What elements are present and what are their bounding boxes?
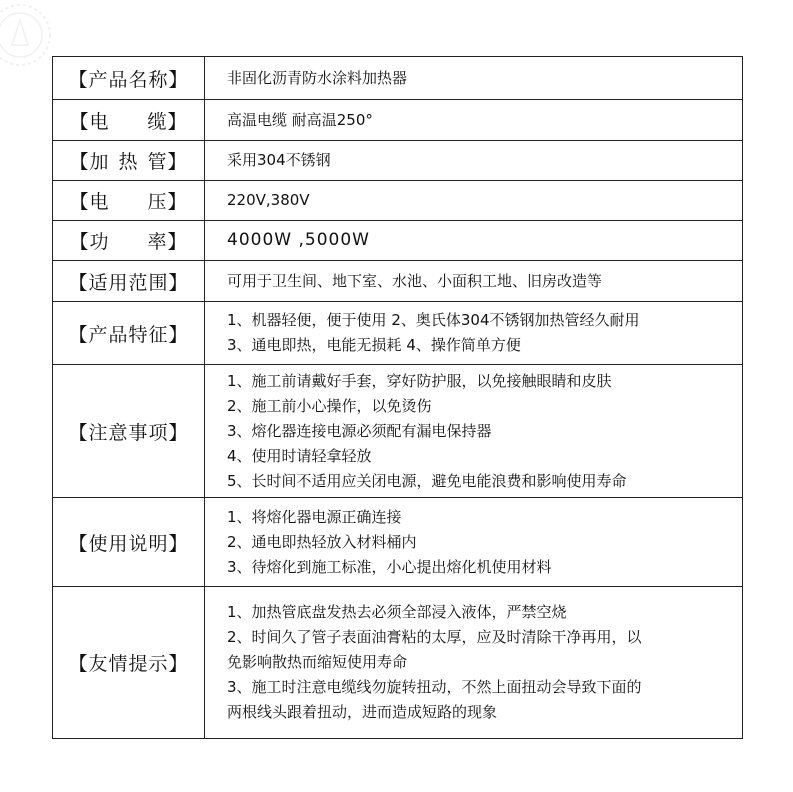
spread-label: [70, 107, 188, 134]
table-row: [53, 141, 743, 181]
label-text: 压】: [147, 191, 188, 213]
label-text: 热: [118, 151, 139, 173]
row-value: [205, 498, 743, 587]
value-line: 3、待熔化到施工标准，小心提出熔化机使用材料: [227, 557, 552, 576]
row-label: [53, 57, 205, 100]
spread-label: [70, 147, 188, 174]
row-label: [53, 365, 205, 498]
value-line: 两根线头跟着扭动，进而造成短路的现象: [227, 703, 498, 721]
row-value: [205, 261, 743, 302]
table-row: [53, 221, 743, 261]
value-line: 1、施工前请戴好手套，穿好防护服，以免接触眼睛和皮肤: [227, 371, 612, 390]
value-line: 220V,380V: [227, 191, 310, 209]
value-line: 免影响散热而缩短使用寿命: [227, 653, 408, 671]
value-line: 4、使用时请轻拿轻放: [227, 446, 372, 465]
label-text: 【加: [69, 151, 110, 173]
row-value: [205, 302, 743, 365]
row-label: [53, 261, 205, 302]
value-line: 采用304不锈钢: [227, 151, 331, 169]
spread-label: [70, 187, 188, 214]
label-text: 【电: [69, 110, 110, 133]
label-text: 【产品特征】: [68, 323, 189, 346]
label-text: 【功: [69, 231, 110, 253]
spread-label: [70, 227, 188, 254]
row-label: [53, 141, 205, 181]
row-value: [205, 221, 743, 261]
value-line: 1、机器轻便，便于使用 2、奥氏体304不锈钢加热管经久耐用: [227, 311, 640, 329]
value-line: 5、长时间不适用应关闭电源，避免电能浪费和影响使用寿命: [227, 471, 627, 490]
label-text: 【友情提示】: [68, 653, 189, 675]
value-line: 可用于卫生间、地下室、水池、小面积工地、旧房改造等: [227, 271, 603, 290]
value-line: 2、施工前小心操作，以免烫伤: [227, 396, 432, 415]
table-row: [53, 181, 743, 221]
table-row: [53, 365, 743, 498]
value-line: 非固化沥青防水涂料加热器: [227, 68, 408, 87]
table-row: [53, 302, 743, 365]
label-text: 【注意事项】: [68, 421, 189, 444]
row-label: [53, 181, 205, 221]
label-text: 【使用说明】: [68, 532, 189, 555]
row-label: [53, 100, 205, 141]
value-line: 1、将熔化器电源正确连接: [227, 507, 402, 526]
value-line: 2、时间久了管子表面油膏粘的太厚，应及时清除干净再用，以: [227, 628, 642, 646]
value-line: 3、通电即热，电能无损耗 4、操作简单方便: [227, 336, 521, 354]
row-value: [205, 365, 743, 498]
value-line: 1、加热管底盘发热去必须全部浸入液体，严禁空烧: [227, 603, 567, 621]
table-row: [53, 587, 743, 739]
row-label: [53, 498, 205, 587]
row-value: [205, 57, 743, 100]
value-line: 3、熔化器连接电源必须配有漏电保持器: [227, 421, 492, 440]
label-text: 率】: [147, 231, 188, 253]
table-row: [53, 100, 743, 141]
row-label: [53, 221, 205, 261]
row-label: [53, 587, 205, 739]
row-value: [205, 587, 743, 739]
label-text: 管】: [147, 151, 188, 173]
value-line: 4000W ,5000W: [227, 230, 370, 250]
spec-table: [52, 56, 743, 739]
row-value: [205, 181, 743, 221]
value-line: 3、施工时注意电缆线勿旋转扭动，不然上面扭动会导致下面的: [227, 678, 642, 696]
row-value: [205, 141, 743, 181]
value-line: 高温电缆 耐高温250°: [227, 110, 373, 129]
table-row: [53, 498, 743, 587]
row-label: [53, 302, 205, 365]
label-text: 【适用范围】: [68, 271, 189, 294]
table-row: [53, 261, 743, 302]
row-value: [205, 100, 743, 141]
label-text: 缆】: [147, 110, 188, 133]
table-row: [53, 57, 743, 100]
value-line: 2、通电即热轻放入材料桶内: [227, 532, 417, 551]
label-text: 【电: [69, 191, 110, 213]
label-text: 【产品名称】: [68, 68, 189, 91]
